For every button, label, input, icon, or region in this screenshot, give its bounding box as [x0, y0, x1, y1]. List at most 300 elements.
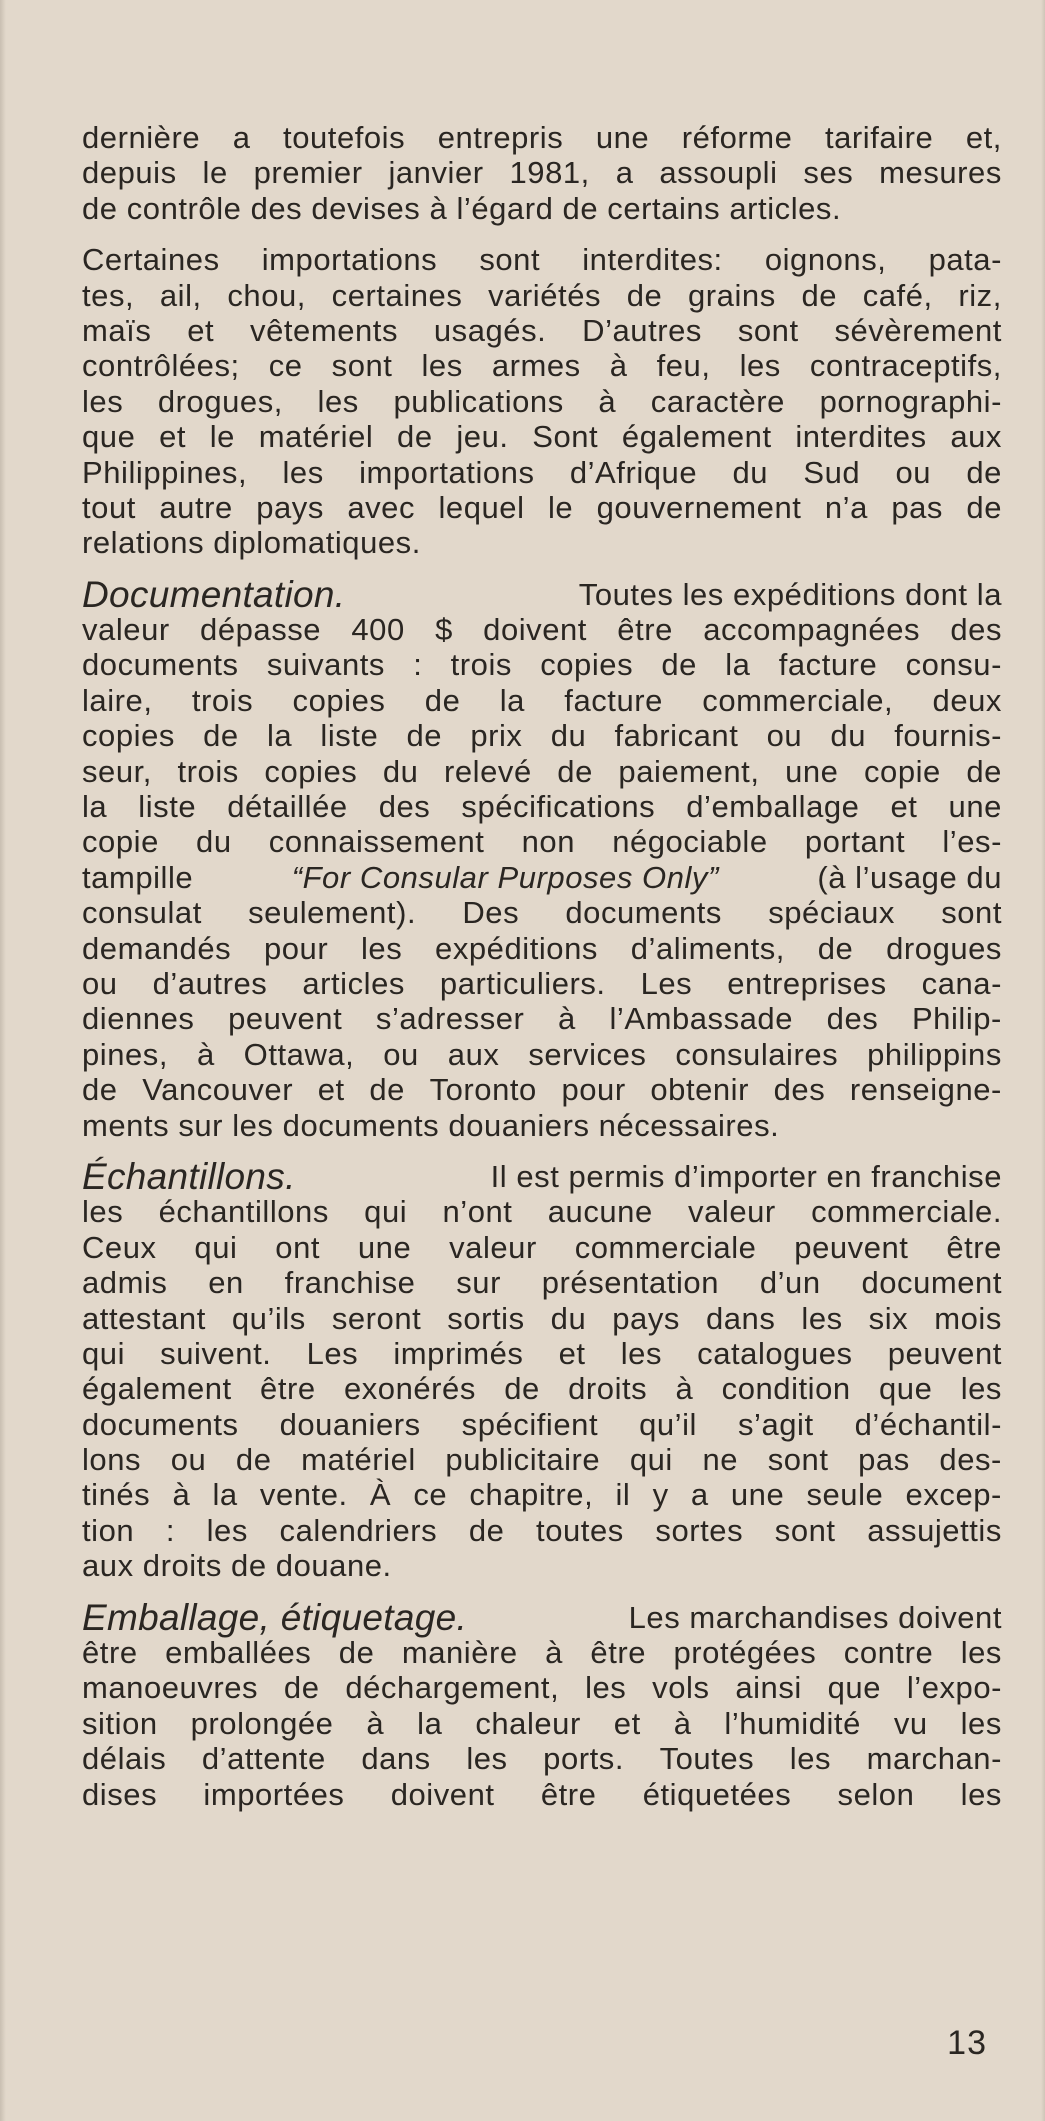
word: en — [208, 1265, 244, 1301]
word: sont — [737, 312, 799, 348]
word: depuis — [82, 155, 177, 191]
word: feu, — [656, 348, 711, 384]
word: de — [661, 647, 697, 683]
word: sortes — [655, 1512, 744, 1548]
word: l’Ambassade — [609, 1001, 794, 1037]
word: qu’il — [639, 1406, 697, 1442]
word: être — [540, 1776, 597, 1812]
text-line: relations diplomatiques. — [82, 525, 421, 561]
text-line — [82, 1001, 1002, 1036]
word: documents — [82, 1406, 239, 1442]
word: lons — [82, 1442, 142, 1478]
paragraph-importations — [82, 242, 1002, 561]
word: les — [317, 383, 359, 419]
word: Les — [306, 1335, 359, 1371]
word: fabricant — [614, 718, 739, 754]
word: de — [424, 682, 461, 718]
text-line — [82, 612, 1002, 647]
word: catalogues — [697, 1335, 853, 1371]
word: copies — [264, 753, 358, 789]
word: peuvent — [228, 1001, 343, 1037]
word: commerciale, — [702, 682, 894, 718]
word: à — [196, 1036, 215, 1072]
text-line — [82, 155, 1002, 190]
word: aux — [950, 419, 1002, 455]
word: de — [966, 489, 1002, 525]
word: échantillons — [158, 1194, 329, 1230]
word: à — [172, 1477, 191, 1513]
word: et — [613, 1705, 641, 1741]
word: six — [868, 1300, 909, 1336]
word: les — [82, 383, 124, 419]
word: de — [397, 419, 433, 455]
word: détaillée — [227, 789, 348, 825]
word: la — [417, 1705, 443, 1741]
word: la — [212, 1477, 238, 1513]
word: Sud — [803, 454, 861, 490]
word: Philip- — [911, 1001, 1002, 1037]
word: articles — [302, 965, 405, 1001]
word: café, — [862, 277, 933, 313]
word: dans — [705, 1300, 776, 1336]
word: À — [369, 1477, 392, 1513]
text-fragment: Il est permis d’importer en franchise — [490, 1158, 1002, 1194]
word: emballées — [165, 1635, 312, 1671]
word: sont — [479, 242, 541, 278]
word: l’humidité — [724, 1705, 861, 1741]
word: spécifications — [461, 789, 656, 825]
word: copies — [82, 718, 175, 754]
word: drogues — [886, 930, 1002, 966]
word: maïs — [82, 312, 152, 348]
word: que — [82, 419, 136, 455]
word: les — [960, 1705, 1002, 1741]
word: et — [558, 1335, 586, 1371]
word: de — [82, 1072, 118, 1108]
word: contre — [843, 1635, 934, 1671]
word: les — [789, 1741, 832, 1777]
word: Toutes — [659, 1741, 755, 1777]
word: du — [196, 824, 232, 860]
word: lequel — [438, 489, 525, 525]
word: le — [547, 489, 574, 525]
word: toutefois — [283, 120, 406, 155]
paragraph-intro — [82, 120, 1002, 226]
word: excep- — [905, 1477, 1002, 1513]
page-edge-left — [0, 0, 6, 2121]
text-line — [82, 1407, 1002, 1442]
section-first-line — [82, 573, 1002, 615]
word: toutes — [536, 1512, 624, 1548]
word: caractère — [650, 383, 785, 419]
word: dernière — [82, 120, 201, 155]
word: des — [950, 612, 1002, 648]
word: à — [598, 383, 617, 419]
word: le — [202, 155, 228, 191]
word: délais — [82, 1741, 167, 1777]
word: de — [966, 454, 1002, 490]
word: protégées — [673, 1635, 817, 1671]
text-line — [82, 384, 1002, 419]
word: expéditions — [435, 930, 598, 966]
word: les — [206, 1512, 248, 1548]
word: la — [266, 718, 293, 754]
text-line: de contrôle des devises à l’égard de certains articles. — [82, 190, 842, 226]
word: sition — [82, 1705, 158, 1741]
word: documents — [565, 895, 722, 931]
word: d’aliments, — [630, 930, 785, 966]
word: et — [890, 789, 918, 825]
text-line — [82, 683, 1002, 718]
word: tes, — [82, 277, 135, 313]
word: oignons, — [764, 242, 887, 278]
text-line — [82, 931, 1002, 966]
text-line: aux droits de douane. — [82, 1548, 392, 1584]
word: pays — [612, 1300, 680, 1336]
word: doivent — [483, 612, 587, 648]
word: entreprises — [727, 965, 887, 1001]
word: demandés — [82, 930, 232, 966]
word: selon — [837, 1776, 915, 1812]
word: une — [357, 1229, 412, 1265]
word: Vancouver — [142, 1072, 294, 1108]
word: seulement). — [248, 895, 417, 931]
word: exonérés — [343, 1371, 476, 1407]
word: particuliers. — [439, 965, 606, 1001]
section-heading-echantillons: Échantillons. — [82, 1155, 296, 1197]
word: Sont — [532, 419, 599, 455]
text-line — [82, 647, 1002, 682]
word: Ceux — [82, 1229, 157, 1265]
word: une — [730, 1477, 785, 1513]
section-echantillons — [82, 1155, 1002, 1584]
word: l’es- — [942, 824, 1002, 860]
text-line — [82, 966, 1002, 1001]
word: de — [406, 718, 443, 754]
text-line — [82, 1194, 1002, 1229]
word: publications — [393, 383, 564, 419]
word: consu- — [905, 647, 1002, 683]
word: a — [232, 120, 251, 155]
word: et, — [965, 120, 1002, 155]
word: renseigne- — [849, 1072, 1002, 1108]
word: les — [801, 1300, 843, 1336]
word: diennes — [82, 1001, 195, 1037]
word: dises — [82, 1776, 158, 1812]
word: vu — [893, 1705, 928, 1741]
word: pas — [858, 1442, 910, 1478]
word: contrôlées; — [82, 348, 240, 384]
word: paiement, — [618, 753, 760, 789]
word: spécifient — [461, 1406, 599, 1442]
word: drogues, — [157, 383, 283, 419]
word: sont — [774, 1512, 836, 1548]
word: être — [82, 1635, 138, 1671]
word: grains — [688, 277, 776, 313]
word: du — [732, 454, 769, 490]
word: également — [621, 419, 772, 455]
word: sont — [767, 1442, 829, 1478]
word: valeur — [688, 1194, 776, 1230]
word: Philippines, — [82, 454, 248, 490]
word: de — [504, 1371, 540, 1407]
word: seront — [331, 1300, 422, 1336]
word: déchargement, — [345, 1670, 560, 1706]
section-heading-documentation: Documentation. — [82, 573, 346, 615]
word: de — [817, 930, 854, 966]
text-fragment: Toutes les expéditions dont la — [578, 576, 1002, 612]
word: qui — [194, 1229, 238, 1265]
text-line — [82, 1037, 1002, 1072]
word: condition — [721, 1371, 851, 1407]
word: imprimés — [393, 1335, 524, 1371]
word: ainsi — [735, 1670, 802, 1706]
word: obtenir — [650, 1072, 749, 1108]
word: chou, — [227, 277, 306, 313]
word: à — [675, 1371, 694, 1407]
word: qui — [82, 1335, 126, 1371]
word: chaleur — [475, 1705, 581, 1741]
word: gouvernement — [596, 489, 802, 525]
word: attestant — [82, 1300, 206, 1336]
word: liste — [320, 718, 379, 754]
word: spéciaux — [768, 895, 895, 931]
word: de — [369, 1072, 405, 1108]
word: d’un — [759, 1265, 821, 1301]
word: ou — [82, 965, 118, 1001]
word: relevé — [444, 753, 532, 789]
text-fragment: (à l’usage du — [817, 859, 1002, 895]
word: à — [609, 348, 628, 384]
word: l’expo- — [906, 1670, 1002, 1706]
text-fragment: tampille — [82, 859, 194, 895]
word: publicitaire — [445, 1442, 601, 1478]
word: admis — [82, 1265, 168, 1301]
word: prolongée — [190, 1705, 334, 1741]
word: assujettis — [867, 1512, 1002, 1548]
word: des — [773, 1072, 826, 1108]
word: entrepris — [437, 120, 564, 155]
word: de — [203, 718, 239, 754]
word: laire, — [82, 682, 153, 718]
word: d’échantil- — [854, 1406, 1002, 1442]
word: sont — [941, 895, 1002, 931]
word: et — [317, 1072, 345, 1108]
word: manoeuvres — [82, 1670, 259, 1706]
word: vente. — [259, 1477, 348, 1513]
page-edge-right — [1041, 0, 1045, 2121]
word: fournis- — [894, 718, 1002, 754]
text-line — [82, 824, 1002, 859]
word: la — [499, 682, 525, 718]
word: droits — [568, 1371, 648, 1407]
word: ce — [268, 348, 303, 384]
word: une — [948, 789, 1002, 825]
word: réforme — [681, 120, 793, 155]
word: copie — [863, 753, 941, 789]
word: les — [466, 1741, 508, 1777]
section-documentation — [82, 573, 1002, 1143]
text-line — [82, 313, 1002, 348]
word: peuvent — [794, 1229, 909, 1265]
word: commerciale — [574, 1229, 757, 1265]
word: pour — [263, 930, 329, 966]
text-line — [82, 1265, 1002, 1300]
word: sortis — [447, 1300, 525, 1336]
word: pour — [561, 1072, 626, 1108]
word: ail, — [159, 277, 202, 313]
word: la — [82, 789, 108, 825]
word: être — [617, 612, 673, 648]
word: à — [558, 1001, 576, 1037]
word: interdites: — [582, 242, 723, 278]
word: pata- — [928, 242, 1002, 278]
text-line-with-italic — [82, 860, 1002, 895]
text-line — [82, 1670, 1002, 1705]
word: consulat — [82, 895, 202, 931]
word: douaniers — [279, 1406, 421, 1442]
word: : — [413, 647, 423, 683]
text-line — [82, 490, 1002, 525]
word: seule — [806, 1477, 884, 1513]
word: et — [187, 312, 215, 348]
word: à — [366, 1705, 385, 1741]
word: les — [739, 348, 781, 384]
word: trois — [191, 682, 254, 718]
word: importations — [359, 454, 535, 490]
word: qu’ils — [231, 1300, 306, 1336]
word: une — [595, 120, 650, 155]
section-emballage — [82, 1596, 1002, 1812]
word: 1981, — [509, 155, 590, 191]
word: portant — [804, 824, 906, 860]
text-line — [82, 754, 1002, 789]
word: liste — [138, 789, 197, 825]
word: de — [338, 1635, 375, 1671]
word: des — [826, 1001, 879, 1037]
word: les — [960, 1371, 1002, 1407]
text-line — [82, 1230, 1002, 1265]
word: de — [235, 1442, 272, 1478]
word: trois — [450, 647, 512, 683]
text-fragment: Les marchandises doivent — [628, 1599, 1002, 1635]
word: usagés. — [433, 312, 547, 348]
word: mesures — [879, 155, 1002, 191]
word: facture — [778, 647, 878, 683]
word: des — [378, 789, 431, 825]
word: facture — [564, 682, 663, 718]
word: être — [946, 1229, 1002, 1265]
text-line — [82, 1072, 1002, 1107]
text-line — [82, 1371, 1002, 1406]
word: Certaines — [82, 242, 220, 278]
word: prix — [470, 718, 523, 754]
text-line — [82, 278, 1002, 313]
word: à — [545, 1635, 563, 1671]
word: être — [590, 1635, 647, 1671]
word: cana- — [921, 965, 1002, 1001]
word: deux — [932, 682, 1002, 718]
word: non — [521, 824, 576, 860]
word: les — [82, 1194, 124, 1230]
word: les — [585, 1670, 627, 1706]
word: chapitre, — [469, 1477, 594, 1513]
word: peuvent — [887, 1335, 1002, 1371]
word: de — [468, 1512, 505, 1548]
page-number: 13 — [947, 2024, 987, 2062]
word: s’adresser — [375, 1001, 525, 1037]
word: valeur — [82, 612, 170, 648]
word: copies — [540, 647, 634, 683]
text-column — [82, 120, 1002, 1812]
word: valeur — [449, 1229, 537, 1265]
word: accompagnées — [703, 612, 921, 648]
word: pornographi- — [819, 383, 1002, 419]
word: franchise — [284, 1265, 416, 1301]
word: D’autres — [582, 312, 702, 348]
word: services — [528, 1036, 647, 1072]
word: a — [690, 1477, 709, 1513]
word: manière — [401, 1635, 518, 1671]
text-line — [82, 789, 1002, 824]
word: n’ont — [442, 1194, 513, 1230]
word: matériel — [301, 1442, 416, 1478]
word: pays — [256, 489, 324, 525]
word: le — [209, 419, 235, 455]
word: pas — [891, 489, 943, 525]
word: les — [960, 1635, 1002, 1671]
text-line — [82, 242, 1002, 277]
word: que — [879, 1371, 933, 1407]
word: une — [785, 753, 839, 789]
italic-quote: “For Consular Purposes Only” — [291, 859, 719, 895]
word: d’emballage — [686, 789, 860, 825]
word: également — [82, 1371, 232, 1407]
word: étiquetées — [642, 1776, 792, 1812]
word: mois — [934, 1300, 1002, 1336]
word: interdites — [795, 419, 927, 455]
word: sur — [456, 1265, 501, 1301]
word: dépasse — [200, 612, 322, 648]
word: qui — [364, 1194, 408, 1230]
word: ou — [170, 1442, 207, 1478]
word: de — [557, 753, 593, 789]
word: sévèrement — [834, 312, 1002, 348]
text-line — [82, 1706, 1002, 1741]
word: assoupli — [659, 155, 778, 191]
word: les — [360, 930, 403, 966]
word: qui — [629, 1442, 673, 1478]
word: document — [861, 1265, 1002, 1301]
text-line — [82, 1513, 1002, 1548]
word: du — [550, 1300, 587, 1336]
word: trois — [177, 753, 239, 789]
word: documents — [82, 647, 239, 683]
word: de — [283, 1670, 320, 1706]
text-line — [82, 455, 1002, 490]
text-line — [82, 1741, 1002, 1776]
word: tarifaire — [824, 120, 934, 155]
word: présentation — [541, 1265, 719, 1301]
word: armes — [491, 348, 581, 384]
word: doivent — [390, 1776, 495, 1812]
word: ce — [413, 1477, 448, 1513]
word: contraceptifs, — [809, 348, 1002, 384]
word: tout — [82, 489, 136, 525]
word: ou — [895, 454, 932, 490]
word: de — [966, 753, 1002, 789]
word: matériel — [258, 419, 374, 455]
